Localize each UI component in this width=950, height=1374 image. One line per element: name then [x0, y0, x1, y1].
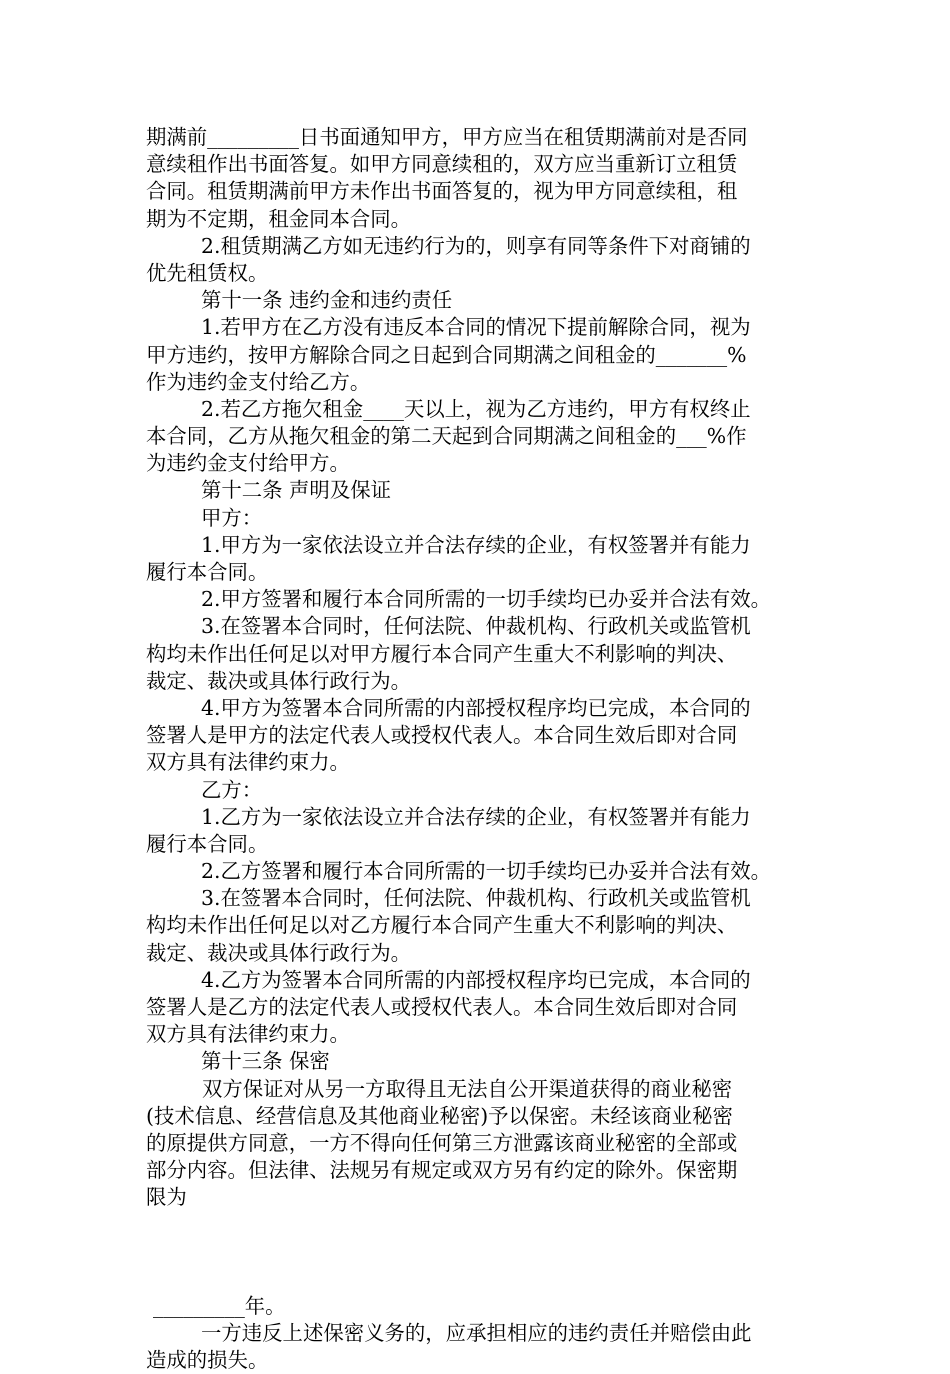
text-line: 限为: [146, 1185, 187, 1210]
text-line: 期为不定期，租金同本合同。: [146, 206, 412, 231]
text-line: 4.甲方为签署本合同所需的内部授权程序均已完成，本合同的: [201, 695, 751, 720]
text-line: 4.乙方为签署本合同所需的内部授权程序均已完成，本合同的: [201, 967, 751, 992]
text-line: _________年。: [153, 1293, 286, 1318]
section-heading: 第十一条 违约金和违约责任: [201, 288, 453, 313]
text-line: 2.甲方签署和履行本合同所需的一切手续均已办妥并合法有效。: [201, 587, 771, 612]
text-line: 造成的损失。: [146, 1347, 269, 1372]
party-label: 甲方：: [201, 505, 263, 530]
text-line: 双方具有法律约束力。: [146, 1022, 350, 1047]
text-line: (技术信息、经营信息及其他商业秘密)予以保密。未经该商业秘密: [146, 1103, 733, 1128]
text-line: 2.乙方签署和履行本合同所需的一切手续均已办妥并合法有效。: [201, 859, 771, 884]
text-line: 履行本合同。: [146, 831, 269, 856]
text-line: 签署人是乙方的法定代表人或授权代表人。本合同生效后即对合同: [146, 995, 738, 1019]
section-heading: 第十三条 保密: [201, 1049, 330, 1074]
text-line: 期满前_________日书面通知甲方，甲方应当在租赁期满前对是否同: [146, 125, 748, 149]
text-line: 合同。租赁期满前甲方未作出书面答复的，视为甲方同意续租，租: [146, 179, 738, 204]
text-line: 一方违反上述保密义务的，应承担相应的违约责任并赔偿由此: [201, 1320, 752, 1345]
blank-space: [146, 1212, 816, 1293]
text-line: 裁定、裁决或具体行政行为。: [146, 940, 412, 965]
text-line: 履行本合同。: [146, 560, 269, 584]
text-line: 构均未作出任何足以对乙方履行本合同产生重大不利影响的判决、: [146, 913, 738, 938]
party-label: 乙方：: [201, 777, 263, 802]
text-line: 优先租赁权。: [146, 260, 269, 285]
text-line: 1.若甲方在乙方没有违反本合同的情况下提前解除合同，视为: [201, 315, 751, 340]
text-line: 3.在签署本合同时，任何法院、仲裁机构、行政机关或监管机: [201, 614, 751, 639]
text-line: 为违约金支付给甲方。: [146, 451, 350, 476]
text-line: 2.若乙方拖欠租金____天以上，视为乙方违约，甲方有权终止: [201, 396, 751, 421]
text-line: 意续租作出书面答复。如甲方同意续租的，双方应当重新订立租赁: [146, 152, 738, 177]
text-line: 1.甲方为一家依法设立并合法存续的企业，有权签署并有能力: [201, 532, 751, 557]
text-line: 部分内容。但法律、法规另有规定或双方另有约定的除外。保密期: [146, 1158, 738, 1183]
text-line: 裁定、裁决或具体行政行为。: [146, 668, 412, 693]
text-line: 构均未作出任何足以对甲方履行本合同产生重大不利影响的判决、: [146, 641, 738, 666]
text-line: 1.乙方为一家依法设立并合法存续的企业，有权签署并有能力: [201, 804, 751, 829]
text-line: 2.租赁期满乙方如无违约行为的，则享有同等条件下对商铺的: [201, 233, 751, 258]
text-line: 签署人是甲方的法定代表人或授权代表人。本合同生效后即对合同: [146, 723, 738, 748]
text-line: 双方具有法律约束力。: [146, 750, 350, 775]
section-heading: 第十二条 声明及保证: [201, 478, 391, 503]
text-line: 的原提供方同意，一方不得向任何第三方泄露该商业秘密的全部或: [146, 1130, 738, 1155]
text-line: 双方保证对从另一方取得且无法自公开渠道获得的商业秘密: [202, 1076, 733, 1101]
text-line: 3.在签署本合同时，任何法院、仲裁机构、行政机关或监管机: [201, 886, 751, 911]
text-line: 作为违约金支付给乙方。: [146, 369, 371, 394]
text-line: 本合同，乙方从拖欠租金的第二天起到合同期满之间租金的___%作: [146, 424, 747, 449]
document-page: [146, 124, 816, 1374]
text-line: 甲方违约，按甲方解除合同之日起到合同期满之间租金的_______%: [146, 342, 747, 367]
